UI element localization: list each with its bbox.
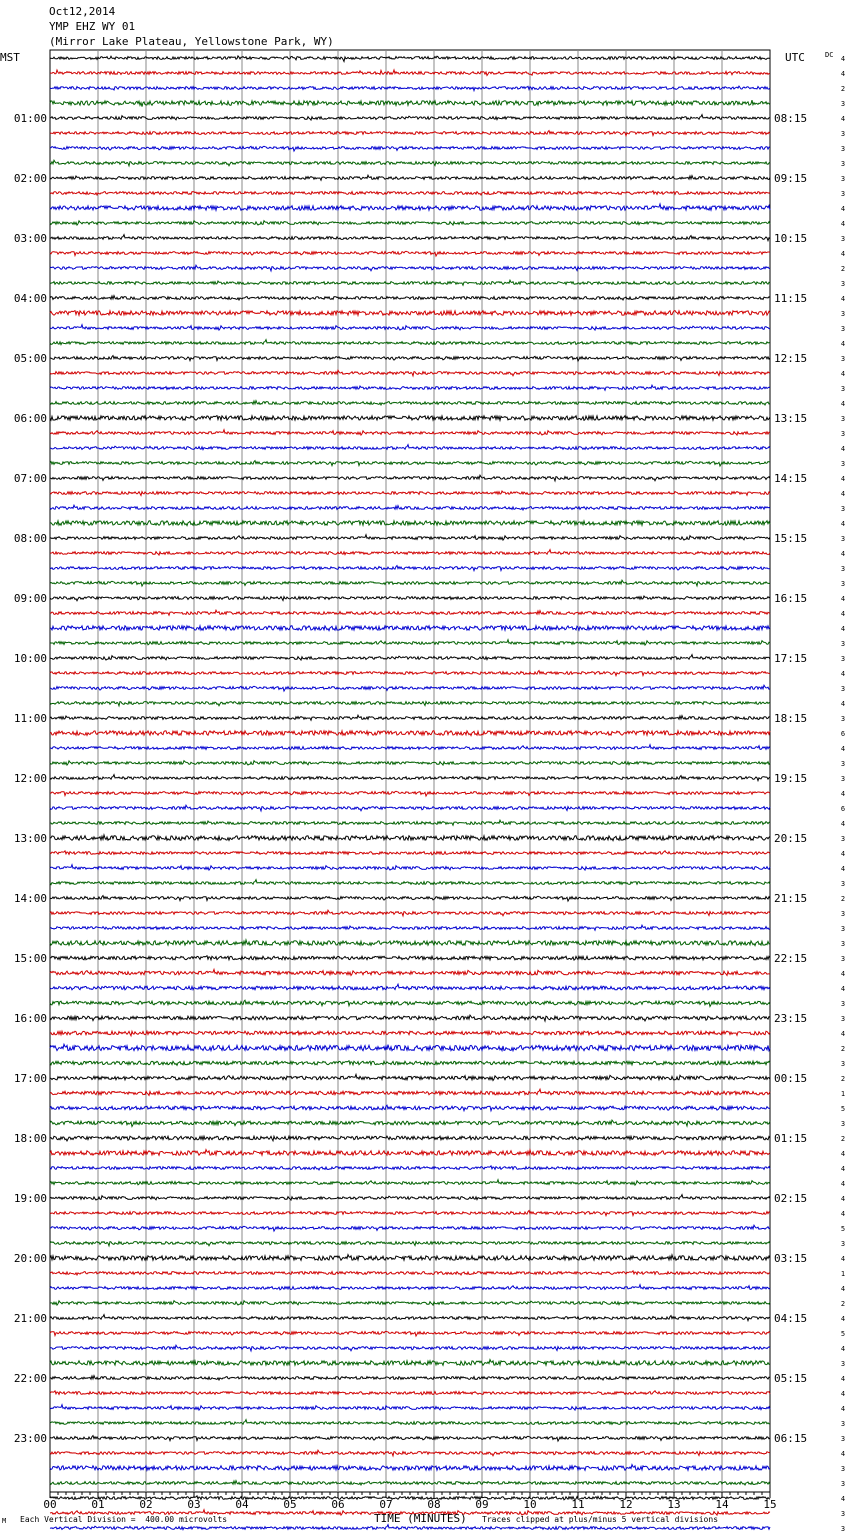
trace-line — [50, 191, 770, 195]
dc-offset-label: 3 — [840, 430, 846, 438]
dc-offset-label: 4 — [840, 1405, 846, 1413]
dc-offset-label: 3 — [840, 460, 846, 468]
dc-offset-label: 3 — [840, 280, 846, 288]
trace-line — [50, 956, 770, 960]
x-tick-label: 08 — [427, 1498, 441, 1511]
dc-offset-label: 1 — [840, 1090, 846, 1098]
dc-offset-label: 3 — [840, 655, 846, 663]
trace-line — [50, 265, 770, 271]
trace-line — [50, 1061, 770, 1066]
x-tick-label: 04 — [235, 1498, 249, 1511]
dc-offset-label: 3 — [840, 355, 846, 363]
left-hour-label: 14:00 — [13, 892, 47, 905]
right-hour-label: 15:15 — [774, 532, 808, 545]
trace-line — [50, 401, 770, 405]
trace-line — [50, 325, 770, 330]
trace-line — [50, 910, 770, 916]
trace-line — [50, 146, 770, 151]
dc-offset-label: 3 — [840, 1060, 846, 1068]
x-tick-label: 06 — [331, 1498, 345, 1511]
trace-line — [50, 791, 770, 796]
dc-offset-label: 3 — [840, 535, 846, 543]
left-hour-label: 08:00 — [13, 532, 47, 545]
trace-line — [50, 1225, 770, 1231]
trace-line — [50, 1450, 770, 1456]
trace-line — [50, 1420, 770, 1425]
trace-line — [50, 1255, 770, 1261]
left-hour-label: 05:00 — [13, 352, 47, 365]
dc-offset-label: 3 — [840, 1480, 846, 1488]
trace-line — [50, 100, 770, 107]
x-tick-label: 13 — [667, 1498, 681, 1511]
trace-line — [50, 280, 770, 285]
plot-frame — [50, 50, 770, 1492]
trace-line — [50, 1405, 770, 1410]
trace-line — [50, 1136, 770, 1141]
trace-line — [50, 1331, 770, 1336]
dc-offset-label: 4 — [840, 490, 846, 498]
left-hour-label: 06:00 — [13, 412, 47, 425]
right-hour-label: 20:15 — [774, 832, 808, 845]
trace-line — [50, 1465, 770, 1471]
dc-offset-label: 5 — [840, 1225, 846, 1233]
trace-line — [50, 370, 770, 376]
dc-offset-label: 3 — [840, 1360, 846, 1368]
trace-line — [50, 1074, 770, 1080]
trace-line — [50, 984, 770, 990]
dc-offset-label: 6 — [840, 805, 846, 813]
left-hour-label: 07:00 — [13, 472, 47, 485]
trace-line — [50, 1120, 770, 1126]
x-tick-label: 09 — [475, 1498, 489, 1511]
dc-offset-label: 4 — [840, 550, 846, 558]
dc-title: DC — [825, 51, 834, 59]
dc-offset-label: 3 — [840, 760, 846, 768]
dc-offset-label: 4 — [840, 1150, 846, 1158]
dc-offset-label: 4 — [840, 340, 846, 348]
dc-offset-label: 3 — [840, 505, 846, 513]
trace-line — [50, 160, 770, 166]
clip-note: Traces clipped at plus/minus 5 vertical divisions — [482, 1515, 719, 1524]
trace-line — [50, 671, 770, 676]
trace-line — [50, 86, 770, 91]
dc-offset-label: 2 — [840, 1045, 846, 1053]
dc-offset-label: 3 — [840, 1420, 846, 1428]
dc-offset-label: 3 — [840, 565, 846, 573]
dc-offset-label: 3 — [840, 1465, 846, 1473]
trace-line — [50, 56, 770, 62]
dc-offset-label: 4 — [840, 400, 846, 408]
trace-line — [50, 505, 770, 510]
trace-line — [50, 1180, 770, 1185]
left-hour-label: 02:00 — [13, 172, 47, 185]
trace-line — [50, 1000, 770, 1006]
dc-offset-label: 3 — [840, 685, 846, 693]
trace-line — [50, 1044, 770, 1050]
left-hour-label: 10:00 — [13, 652, 47, 665]
trace-line — [50, 745, 770, 750]
right-hour-label: 16:15 — [774, 592, 808, 605]
x-tick-label: 07 — [379, 1498, 393, 1511]
x-tick-label: 11 — [571, 1498, 585, 1511]
trace-line — [50, 835, 770, 841]
trace-line — [50, 820, 770, 825]
left-axis-title: MST — [0, 51, 20, 64]
dc-offset-label: 3 — [840, 1120, 846, 1128]
dc-offset-label: 5 — [840, 1105, 846, 1113]
trace-line — [50, 1436, 770, 1442]
dc-offset-label: 2 — [840, 265, 846, 273]
trace-line — [50, 204, 770, 210]
trace-line — [50, 940, 770, 946]
dc-offset-label: 4 — [840, 850, 846, 858]
right-hour-label: 02:15 — [774, 1192, 808, 1205]
trace-line — [50, 1360, 770, 1366]
right-hour-label: 00:15 — [774, 1072, 808, 1085]
x-tick-label: 10 — [523, 1498, 537, 1511]
trace-line — [50, 475, 770, 481]
trace-line — [50, 702, 770, 706]
left-hour-label: 22:00 — [13, 1372, 47, 1385]
trace-line — [50, 340, 770, 345]
trace-line — [50, 1301, 770, 1305]
x-tick-label: 12 — [619, 1498, 633, 1511]
trace-line — [50, 896, 770, 902]
dc-offset-label: 3 — [840, 715, 846, 723]
trace-line — [50, 1345, 770, 1351]
dc-offset-label: 3 — [840, 415, 846, 423]
vertical-division-note: Each Vertical Division = 400.00 microvolts — [20, 1515, 228, 1524]
trace-line — [50, 175, 770, 180]
dc-offset-label: 6 — [840, 730, 846, 738]
trace-line — [50, 416, 770, 421]
right-hour-label: 10:15 — [774, 232, 808, 245]
dc-offset-label: 3 — [840, 1240, 846, 1248]
trace-line — [50, 491, 770, 496]
trace-line — [50, 655, 770, 661]
dc-offset-label: 3 — [840, 1000, 846, 1008]
trace-line — [50, 550, 770, 556]
dc-offset-label: 3 — [840, 1525, 846, 1533]
trace-line — [50, 251, 770, 256]
right-hour-label: 22:15 — [774, 952, 808, 965]
dc-offset-label: 4 — [840, 1450, 846, 1458]
dc-offset-label: 4 — [840, 1375, 846, 1383]
trace-line — [50, 969, 770, 975]
dc-offset-label: 3 — [840, 1435, 846, 1443]
dc-offset-label: 4 — [840, 115, 846, 123]
trace-line — [50, 1150, 770, 1156]
trace-line — [50, 115, 770, 121]
dc-offset-label: 2 — [840, 1075, 846, 1083]
dc-offset-label: 3 — [840, 580, 846, 588]
dc-offset-label: 3 — [840, 910, 846, 918]
dc-offset-label: 4 — [840, 595, 846, 603]
dc-offset-label: 4 — [840, 625, 846, 633]
dc-offset-label: 4 — [840, 1030, 846, 1038]
right-hour-label: 18:15 — [774, 712, 808, 725]
right-hour-label: 08:15 — [774, 112, 808, 125]
dc-offset-label: 4 — [840, 820, 846, 828]
trace-line — [50, 1089, 770, 1095]
trace-line — [50, 461, 770, 467]
trace-line — [50, 775, 770, 781]
dc-offset-label: 3 — [840, 835, 846, 843]
trace-line — [50, 610, 770, 615]
dc-offset-label: 3 — [840, 160, 846, 168]
dc-offset-label: 3 — [840, 925, 846, 933]
left-hour-label: 17:00 — [13, 1072, 47, 1085]
dc-offset-label: 4 — [840, 220, 846, 228]
dc-offset-label: 3 — [840, 955, 846, 963]
right-hour-label: 23:15 — [774, 1012, 808, 1025]
dc-offset-label: 4 — [840, 445, 846, 453]
dc-offset-label: 4 — [840, 370, 846, 378]
trace-line — [50, 356, 770, 362]
right-axis-title: UTC — [785, 51, 805, 64]
left-hour-label: 20:00 — [13, 1252, 47, 1265]
trace-line — [50, 1376, 770, 1380]
x-tick-label: 05 — [283, 1498, 297, 1511]
trace-line — [50, 1242, 770, 1246]
dc-offset-label: 4 — [840, 610, 846, 618]
header-station: YMP EHZ WY 01 — [49, 20, 136, 33]
trace-line — [50, 1271, 770, 1275]
trace-line — [50, 1031, 770, 1036]
dc-offset-label: 4 — [840, 1165, 846, 1173]
trace-line — [50, 1525, 770, 1530]
trace-line — [50, 1105, 770, 1111]
trace-line — [50, 626, 770, 631]
dc-offset-label: 4 — [840, 250, 846, 258]
dc-offset-label: 3 — [840, 775, 846, 783]
header-date: Oct12,2014 — [49, 5, 116, 18]
trace-line — [50, 311, 770, 316]
dc-offset-label: 4 — [840, 70, 846, 78]
dc-offset-label: 3 — [840, 1510, 846, 1518]
right-hour-label: 21:15 — [774, 892, 808, 905]
dc-offset-label: 4 — [840, 1390, 846, 1398]
right-hour-label: 17:15 — [774, 652, 808, 665]
trace-line — [50, 925, 770, 930]
dc-offset-label: 3 — [840, 145, 846, 153]
dc-offset-label: 4 — [840, 865, 846, 873]
trace-line — [50, 430, 770, 435]
dc-offset-label: 4 — [840, 295, 846, 303]
dc-offset-label: 1 — [840, 1270, 846, 1278]
trace-line — [50, 640, 770, 645]
trace-line — [50, 385, 770, 390]
dc-offset-label: 5 — [840, 1330, 846, 1338]
dc-offset-label: 4 — [840, 55, 846, 63]
right-hour-label: 14:15 — [774, 472, 808, 485]
trace-line — [50, 1166, 770, 1170]
dc-offset-label: 4 — [840, 520, 846, 528]
dc-offset-label: 3 — [840, 175, 846, 183]
dc-offset-label: 3 — [840, 385, 846, 393]
left-hour-label: 12:00 — [13, 772, 47, 785]
trace-line — [50, 685, 770, 691]
trace-line — [50, 880, 770, 885]
trace-group — [50, 56, 770, 1534]
right-hour-label: 12:15 — [774, 352, 808, 365]
left-hour-label: 11:00 — [13, 712, 47, 725]
trace-line — [50, 1211, 770, 1216]
dc-offset-label: 3 — [840, 190, 846, 198]
trace-line — [50, 235, 770, 241]
trace-line — [50, 715, 770, 720]
left-hour-label: 04:00 — [13, 292, 47, 305]
trace-line — [50, 1285, 770, 1290]
trace-line — [50, 731, 770, 736]
trace-line — [50, 296, 770, 300]
right-hour-label: 01:15 — [774, 1132, 808, 1145]
dc-offset-label: 3 — [840, 310, 846, 318]
dc-offset-label: 3 — [840, 1015, 846, 1023]
dc-offset-label: 4 — [840, 790, 846, 798]
dc-offset-label: 4 — [840, 1180, 846, 1188]
dc-offset-label: 4 — [840, 985, 846, 993]
dc-offset-label: 4 — [840, 670, 846, 678]
dc-offset-label: 2 — [840, 1135, 846, 1143]
x-tick-label: 03 — [187, 1498, 201, 1511]
right-hour-label: 19:15 — [774, 772, 808, 785]
dc-offset-label: 4 — [840, 700, 846, 708]
x-axis-label: TIME (MINUTES) — [374, 1512, 467, 1525]
dc-offset-label: 4 — [840, 475, 846, 483]
left-hour-label: 01:00 — [13, 112, 47, 125]
plot-grid — [50, 50, 770, 1492]
left-hour-label: 21:00 — [13, 1312, 47, 1325]
dc-offset-label: 2 — [840, 85, 846, 93]
dc-offset-label: 3 — [840, 130, 846, 138]
x-tick-label: 01 — [91, 1498, 105, 1511]
right-hour-label: 11:15 — [774, 292, 808, 305]
dc-offset-label: 4 — [840, 1285, 846, 1293]
left-hour-label: 15:00 — [13, 952, 47, 965]
trace-line — [50, 1496, 770, 1500]
dc-offset-label: 4 — [840, 970, 846, 978]
trace-line — [50, 1315, 770, 1321]
left-hour-label: 03:00 — [13, 232, 47, 245]
dc-offset-label: 3 — [840, 100, 846, 108]
right-hour-label: 05:15 — [774, 1372, 808, 1385]
dc-offset-label: 3 — [840, 940, 846, 948]
dc-offset-label: 3 — [840, 640, 846, 648]
dc-offset-label: 4 — [840, 1210, 846, 1218]
dc-offset-label: 4 — [840, 205, 846, 213]
trace-line — [50, 1391, 770, 1395]
dc-offset-label: 2 — [840, 1300, 846, 1308]
dc-offset-label: 4 — [840, 1315, 846, 1323]
left-hour-label: 23:00 — [13, 1432, 47, 1445]
trace-line — [50, 805, 770, 811]
trace-line — [50, 1195, 770, 1201]
x-tick-label: 02 — [139, 1498, 153, 1511]
trace-line — [50, 521, 770, 526]
header-location: (Mirror Lake Plateau, Yellowstone Park, WY) — [49, 35, 334, 48]
trace-line — [50, 70, 770, 76]
dc-offset-label: 3 — [840, 325, 846, 333]
left-hour-label: 18:00 — [13, 1132, 47, 1145]
trace-line — [50, 596, 770, 601]
right-hour-label: 09:15 — [774, 172, 808, 185]
right-hour-label: 13:15 — [774, 412, 808, 425]
x-tick-label: 14 — [715, 1498, 729, 1511]
dc-offset-label: 4 — [840, 1195, 846, 1203]
trace-line — [50, 865, 770, 870]
trace-line — [50, 1015, 770, 1021]
corner-mark: M — [2, 1517, 7, 1525]
right-hour-label: 04:15 — [774, 1312, 808, 1325]
left-hour-label: 19:00 — [13, 1192, 47, 1205]
trace-line — [50, 851, 770, 855]
dc-offset-label: 4 — [840, 1345, 846, 1353]
right-hour-label: 03:15 — [774, 1252, 808, 1265]
trace-line — [50, 580, 770, 586]
dc-offset-label: 3 — [840, 235, 846, 243]
dc-offset-label: 4 — [840, 1495, 846, 1503]
x-tick-label: 15 — [763, 1498, 777, 1511]
left-hour-label: 16:00 — [13, 1012, 47, 1025]
left-hour-label: 09:00 — [13, 592, 47, 605]
right-hour-label: 06:15 — [774, 1432, 808, 1445]
dc-offset-label: 3 — [840, 880, 846, 888]
dc-offset-label: 2 — [840, 895, 846, 903]
trace-line — [50, 221, 770, 225]
trace-line — [50, 566, 770, 571]
trace-line — [50, 1481, 770, 1485]
trace-line — [50, 535, 770, 540]
trace-line — [50, 445, 770, 450]
trace-line — [50, 131, 770, 136]
dc-offset-label: 4 — [840, 1255, 846, 1263]
trace-line — [50, 761, 770, 765]
x-tick-label: 00 — [43, 1498, 57, 1511]
dc-offset-label: 4 — [840, 745, 846, 753]
left-hour-label: 13:00 — [13, 832, 47, 845]
